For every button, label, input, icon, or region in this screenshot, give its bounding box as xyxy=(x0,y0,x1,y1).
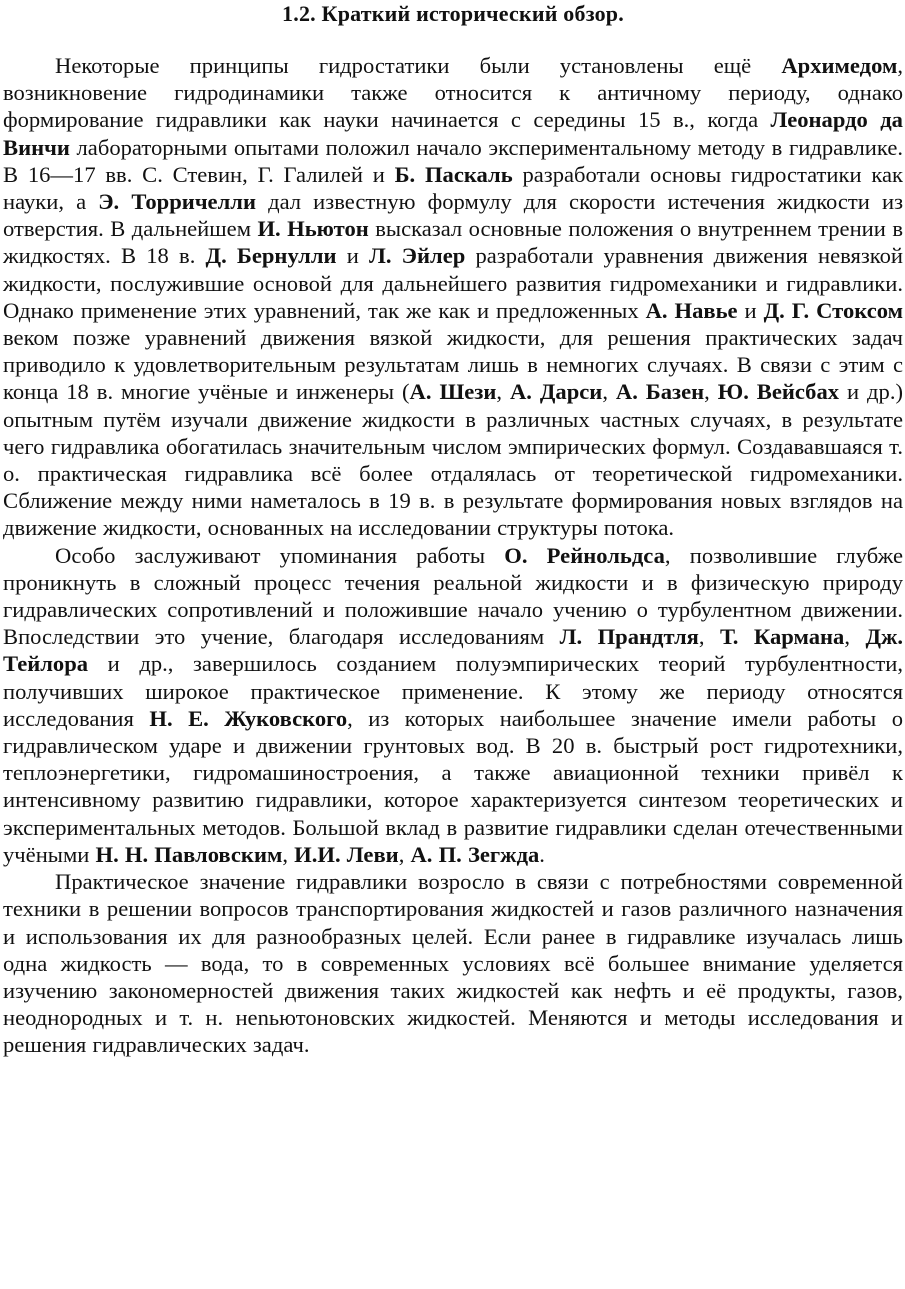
name-highlight: Н. Е. Жуковского xyxy=(149,705,348,731)
name-highlight: И. Ньютон xyxy=(257,216,369,242)
name-highlight: Н. Н. Павловским xyxy=(95,841,283,867)
document-body xyxy=(3,52,903,1059)
text-run: , xyxy=(398,841,411,867)
name-highlight: О. Рейнольдса xyxy=(504,542,665,568)
text-run: , xyxy=(282,841,295,867)
name-highlight: Л. Эйлер xyxy=(369,243,466,269)
text-run: и xyxy=(737,297,764,323)
text-run: высказал основные положения о внутреннем трении в жидкостях. В 18 в. xyxy=(3,216,903,269)
section-title: 1.2. Краткий исторический обзор. xyxy=(282,1,624,26)
name-highlight: Б. Паскаль xyxy=(394,161,513,187)
name-highlight: Дж. Тейлора xyxy=(3,624,904,677)
text-run: Особо заслуживают упоминания работы xyxy=(55,542,505,568)
text-run: лабораторными опытами положил начало экспериментальному методу в гидравлике. В 16—17 вв. С. Стевин, Г. Галилей и xyxy=(3,134,903,187)
name-highlight: И.И. Леви xyxy=(294,841,399,867)
text-run: , xyxy=(704,379,718,405)
text-run: , xyxy=(496,379,510,405)
text-run: , позволившие глубже проникнуть в сложный процесс течения реальной жидкости и в физическую природу гидравлических сопротивлений и положившие начало учению о турбулентном движении. Впоследствии это учение, благодаря исследованиям xyxy=(3,542,903,650)
text-run: , из которых наибольшее значение имели работы о гидравлическом ударе и движении грунтовых вод. В 20 в. быстрый рост гидротехники, теплоэнергетики, гидромашиностроения, а также авиационной техники привёл к интенсивному развитию гидравлики, которое характеризуется синтезом теоретических и экспериментальных методов. Большой вклад в развитие гидравлики сделан отечественными учёными xyxy=(3,705,903,867)
text-run: , возникновение гидродинамики также относится к античному периоду, однако формирование гидравлики как науки начинается с середины 15 в., когда xyxy=(3,53,903,133)
name-highlight: Архимедом xyxy=(781,53,898,78)
name-highlight: Леонардо да Винчи xyxy=(3,107,903,160)
text-run: веком позже уравнений движения вязкой жидкости, для решения практических задач приводило к удовлетворительным результатам лишь в немногих случаях. В связи с этим с конца 18 в. многие учёные и инженеры ( xyxy=(3,325,903,405)
text-run: разработали основы гидростатики как науки, а xyxy=(3,161,904,215)
text-run: , xyxy=(602,379,616,405)
name-highlight: А. Шези xyxy=(409,379,497,405)
text-run: Некоторые принципы гидростатики были установлены ещё xyxy=(55,53,782,78)
text-run: , xyxy=(698,624,720,650)
name-highlight: Л. Прандтля xyxy=(559,624,699,650)
name-highlight: Д. Г. Стоксом xyxy=(763,297,903,323)
paragraph-2 xyxy=(3,542,903,868)
paragraph-3 xyxy=(3,868,903,1058)
text-run: , xyxy=(844,624,866,650)
name-highlight: Ю. Вейсбах xyxy=(717,379,840,405)
name-highlight: А. Базен xyxy=(615,379,705,405)
name-highlight: Д. Бернулли xyxy=(205,243,337,269)
text-run: Практическое значение гидравлики возросло в связи с потребностями современной техники в решении вопросов транспортирования жидкостей и газов различного назначения и использования их для разнообразных целей. Если ранее в гидравлике изучалась лишь одна жидкость — вода, то в современных условиях всё большее внимание уделяется изучению закономерностей движения таких жидкостей как нефть и её продукты, газов, неоднородных и т. н. нenьютоновских жидкостей. Меняются и методы исследования и решения гидравлических задач. xyxy=(3,869,903,1058)
text-run: и др.) опытным путём изучали движение жидкости в различных частных случаях, в результате чего гидравлика обогатилась значительным числом эмпирических формул. Создававшаяся т. о. практическая гидравлика всё более отдалялась от теоретической гидромеханики. Сближение между ними наметалось в 19 в. в результате формирования новых взглядов на движение жидкости, основанных на исследовании структуры потока. xyxy=(3,379,903,541)
text-run: и xyxy=(336,243,370,269)
text-run: разработали уравнения движения невязкой жидкости, послужившие основой для дальнейшего развития гидромеханики и гидравлики. Однако применение этих уравнений, так же как и предложенных xyxy=(3,243,904,323)
text-run: и др., завершилось созданием полуэмпирических теорий турбулентности, получивших широкое практическое применение. К этому же периоду относятся исследования xyxy=(3,651,903,731)
text-run: . xyxy=(539,841,545,867)
name-highlight: А. Дарси xyxy=(509,379,603,405)
paragraph-1 xyxy=(3,52,903,542)
name-highlight: Э. Торричелли xyxy=(98,189,256,215)
name-highlight: А. П. Зегжда xyxy=(410,841,540,867)
name-highlight: Т. Кармана xyxy=(719,624,845,650)
text-run: дал известную формулу для скорости истечения жидкости из отверстия. В дальнейшем xyxy=(3,189,903,242)
name-highlight: А. Навье xyxy=(645,297,738,323)
